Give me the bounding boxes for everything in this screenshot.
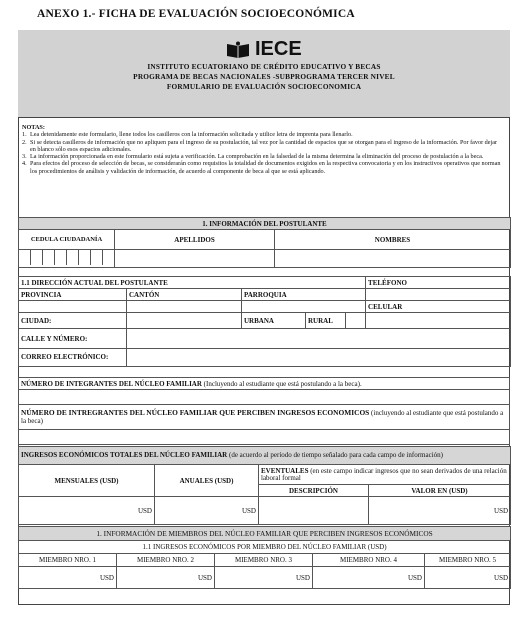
note-item: 1. Lea detenidamente este formulario, llene todos los casilleros con la información solicitada y utilice letra de imprenta para llenarlo. <box>22 131 353 139</box>
apellidos-header: APELLIDOS <box>115 230 275 250</box>
earning-members-field[interactable] <box>19 430 510 445</box>
logo-text: IECE <box>255 38 302 60</box>
note-item: 2. Si se detecta casilleros de información que no apliquen para el ingreso de su postulación, tal vez por la cantidad de espacios que se otorgan para el ingreso de la información. Por favor dejar en blanco sólo esos espacios adicionales. <box>22 138 498 153</box>
apellidos-field[interactable] <box>115 250 275 268</box>
correo-label: CORREO ELECTRÓNICO: <box>19 349 127 367</box>
parroquia-label: PARROQUIA <box>242 289 366 301</box>
nombres-field[interactable] <box>275 250 511 268</box>
descripcion-field[interactable] <box>259 497 369 525</box>
urbana-option[interactable]: URBANA <box>242 313 306 329</box>
parroquia-field[interactable] <box>242 301 366 313</box>
valor-header: VALOR EN (USD) <box>369 485 511 497</box>
anuales-header: ANUALES (USD) <box>155 465 259 497</box>
eventuales-header: EVENTUALES (en este campo indicar ingresos que no sean derivados de una relación laboral formal <box>259 465 511 485</box>
nombres-header: NOMBRES <box>275 230 511 250</box>
members-subtitle: 1.1 INGRESOS ECONÓMICOS POR MIEMBRO DEL NÚCLEO FAMILIAR (USD) <box>19 541 511 554</box>
valor-field[interactable]: USD <box>369 497 511 525</box>
family-count-field[interactable] <box>19 390 510 405</box>
note-item: 3. La información proporcionada en este formulario está sujeta a verificación. La comprobación en la falsedad de la misma determina la eliminación del proceso de postulación a la beca. <box>22 153 484 161</box>
address-title: 1.1 DIRECCIÓN ACTUAL DEL POSTULANTE <box>19 277 366 289</box>
mensuales-header: MENSUALES (USD) <box>19 465 155 497</box>
ciudad-label: CIUDAD: <box>19 313 127 329</box>
book-icon <box>225 41 251 59</box>
member-1-field[interactable]: USD <box>19 567 117 589</box>
provincia-label: PROVINCIA <box>19 289 127 301</box>
annex-title: ANEXO 1.- FICHA DE EVALUACIÓN SOCIOECONÓMICA <box>37 8 355 20</box>
member-1-header: MIEMBRO NRO. 1 <box>19 554 117 567</box>
applicant-table <box>18 217 511 268</box>
note-item: 4. Para efectos del proceso de selección de becas, se considerarán como requisitos la totalidad de documentos exigidos en la respectiva convocatoria y en los instructivos operativos que norman los procedimientos de análisis y validación de información, de acuerdo al componente de beca al que se está aplicando. <box>22 160 501 175</box>
rural-option[interactable]: RURAL <box>306 313 346 329</box>
anuales-field[interactable]: USD <box>155 497 259 525</box>
calle-label: CALLE Y NÚMERO: <box>19 329 127 349</box>
member-3-field[interactable]: USD <box>215 567 313 589</box>
member-5-field[interactable]: USD <box>425 567 511 589</box>
cedula-field[interactable] <box>19 250 115 268</box>
iece-logo <box>225 38 302 61</box>
members-title: 1. INFORMACIÓN DE MIEMBROS DEL NÚCLEO FAMILIAR QUE PERCIBEN INGRESOS ECONÓMICOS <box>19 527 511 541</box>
earning-members-label: NÚMERO DE INTREGRANTES DEL NÚCLEO FAMILIAR QUE PERCIBEN INGRESOS ECONOMICOS (incluyendo al estudiante que está postulando a la beca) <box>19 405 510 430</box>
descripcion-header: DESCRIPCIÓN <box>259 485 369 497</box>
member-4-header: MIEMBRO NRO. 4 <box>313 554 425 567</box>
institution-name: INSTITUTO ECUATORIANO DE CRÉDITO EDUCATIVO Y BECAS <box>147 62 381 71</box>
celular-label: CELULAR <box>366 301 511 313</box>
provincia-field[interactable] <box>19 301 127 313</box>
canton-field[interactable] <box>127 301 242 313</box>
member-4-field[interactable]: USD <box>313 567 425 589</box>
section-applicant-title: 1. INFORMACIÓN DEL POSTULANTE <box>19 218 511 230</box>
member-2-field[interactable]: USD <box>117 567 215 589</box>
correo-field[interactable] <box>127 349 511 367</box>
family-count-table <box>18 377 510 445</box>
member-5-header: MIEMBRO NRO. 5 <box>425 554 511 567</box>
telefono-field[interactable] <box>366 289 511 301</box>
notes-block <box>22 124 504 175</box>
telefono-label: TELÉFONO <box>366 277 511 289</box>
calle-field[interactable] <box>127 329 511 349</box>
family-count-label: NÚMERO DE INTEGRANTES DEL NÚCLEO FAMILIAR (Incluyendo al estudiante que está postulando a la beca). <box>19 378 510 390</box>
address-table <box>18 276 511 367</box>
form-name: FORMULARIO DE EVALUACIÓN SOCIOECONOMICA <box>166 82 362 91</box>
members-table <box>18 526 511 589</box>
ciudad-field[interactable] <box>127 313 242 329</box>
income-table <box>18 446 511 525</box>
notes-title: NOTAS: <box>22 124 45 131</box>
member-2-header: MIEMBRO NRO. 2 <box>117 554 215 567</box>
income-title: INGRESOS ECONÓMICOS TOTALES DEL NÚCLEO FAMILIAR (de acuerdo al período de tiempo señalado para cada campo de información) <box>19 447 511 465</box>
rural-checkbox[interactable] <box>346 313 366 329</box>
cedula-header: CEDULA CIUDADANÍA <box>19 230 115 250</box>
mensuales-field[interactable]: USD <box>19 497 155 525</box>
member-3-header: MIEMBRO NRO. 3 <box>215 554 313 567</box>
canton-label: CANTÓN <box>127 289 242 301</box>
celular-field[interactable] <box>366 313 511 329</box>
program-name: PROGRAMA DE BECAS NACIONALES -SUBPROGRAMA TERCER NIVEL <box>133 72 395 81</box>
